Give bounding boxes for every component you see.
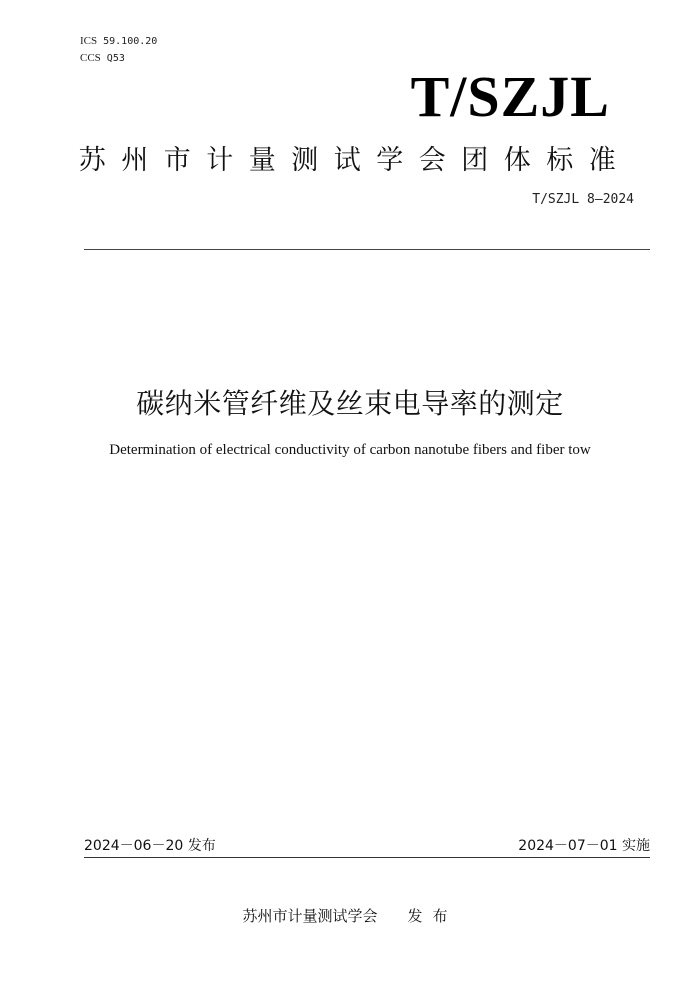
bottom-divider (84, 857, 650, 858)
ccs-classification (80, 52, 125, 64)
ics-code: 59.100.20 (103, 36, 158, 47)
document-title-english: Determination of electrical conductivity of carbon nanotube fibers and fiber tow (109, 442, 591, 458)
publisher-name: 苏州市计量测试学会 (242, 907, 378, 925)
publisher-line (0, 905, 700, 926)
ics-label: ICS (80, 35, 98, 47)
ics-classification (80, 35, 157, 47)
organization-standard-title: 苏州市计量测试学会团体标准 (78, 145, 632, 176)
document-title-chinese: 碳纳米管纤维及丝束电导率的测定 (136, 387, 564, 420)
issue-date: 2024－06－20 发布 (84, 838, 216, 854)
implementation-date: 2024－07－01 实施 (518, 838, 650, 854)
ccs-code: Q53 (106, 53, 125, 64)
publish-label: 发布 (407, 907, 458, 925)
standard-mark: T/SZJL (410, 64, 610, 129)
top-divider (84, 249, 650, 250)
ccs-label: CCS (80, 52, 101, 64)
standard-number: T/SZJL 8—2024 (532, 192, 634, 207)
